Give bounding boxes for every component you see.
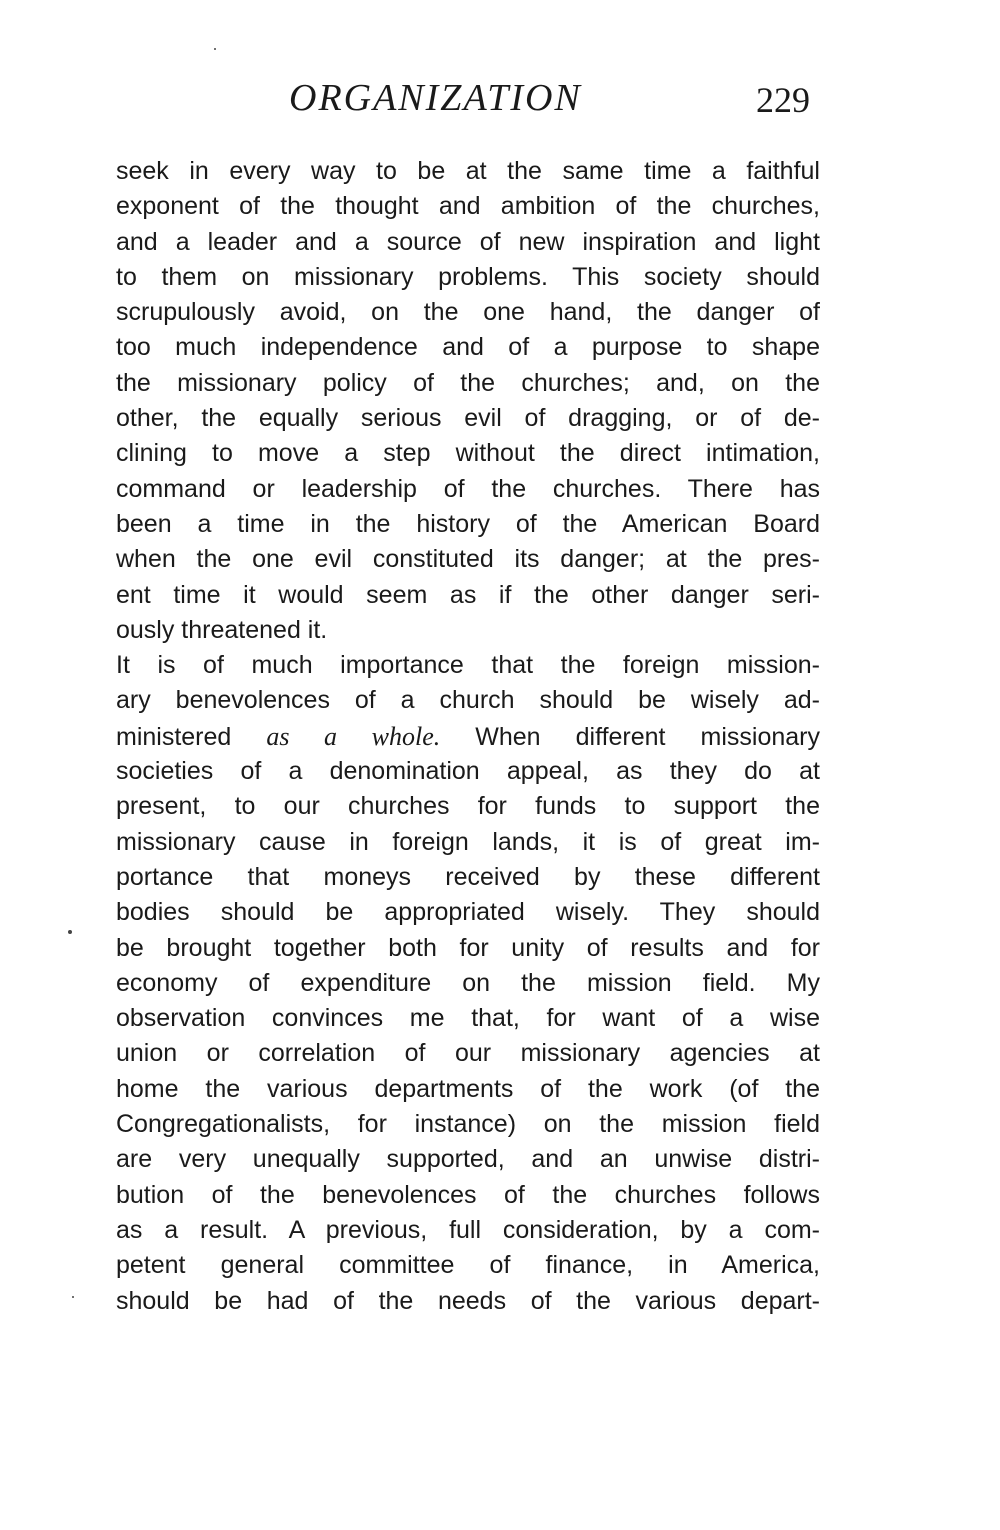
running-head <box>0 74 1000 124</box>
text-line: be brought together both for unity of results and for <box>116 933 820 962</box>
text-line: petent general committee of finance, in America, <box>116 1251 820 1280</box>
text-line <box>116 719 820 754</box>
text-line: are very unequally supported, and an unwise distri- <box>116 1145 820 1174</box>
text-line: missionary cause in foreign lands, it is of great im- <box>116 827 820 856</box>
text-line: clining to move a step without the direct intimation, <box>116 439 820 468</box>
text-line: other, the equally serious evil of dragging, or of de- <box>116 404 820 433</box>
text-segment: ministered <box>116 722 267 751</box>
text-line: command or leadership of the churches. There has <box>116 474 820 503</box>
scan-speck <box>68 930 72 934</box>
text-line: seek in every way to be at the same time a faithful <box>116 157 820 185</box>
text-line: present, to our churches for funds to support the <box>116 792 820 821</box>
body-text <box>116 154 820 1319</box>
running-head-title: ORGANIZATION <box>289 77 582 119</box>
text-line: It is of much importance that the foreign mission- <box>116 651 820 680</box>
text-line: ent time it would seem as if the other danger seri- <box>116 580 820 609</box>
text-line: Congregationalists, for instance) on the mission field <box>116 1110 820 1139</box>
text-line: when the one evil constituted its danger; at the pres- <box>116 545 820 574</box>
scan-speck <box>214 48 216 50</box>
text-line: economy of expenditure on the mission field. My <box>116 968 820 997</box>
text-line: scrupulously avoid, on the one hand, the danger of <box>116 298 820 327</box>
text-line: ary benevolences of a church should be wisely ad- <box>116 686 820 715</box>
scan-speck <box>72 1296 74 1298</box>
text-line: home the various departments of the work (of the <box>116 1074 820 1103</box>
text-line: union or correlation of our missionary agencies at <box>116 1039 820 1068</box>
text-line: societies of a denomination appeal, as they do at <box>116 757 820 786</box>
text-line: ously threatened it. <box>116 615 328 644</box>
text-line: and a leader and a source of new inspiration and light <box>116 227 820 256</box>
text-line: bution of the benevolences of the churches follows <box>116 1180 820 1209</box>
text-line: as a result. A previous, full consideration, by a com- <box>116 1215 820 1244</box>
emphasis-text: as a whole. <box>266 721 441 751</box>
text-line: observation convinces me that, for want of a wise <box>116 1004 820 1033</box>
text-line: to them on missionary problems. This society should <box>116 262 820 291</box>
text-line: been a time in the history of the American Board <box>116 509 820 538</box>
text-line: the missionary policy of the churches; and, on the <box>116 368 820 397</box>
text-line: bodies should be appropriated wisely. They should <box>116 898 820 927</box>
text-line: exponent of the thought and ambition of the churches, <box>116 192 820 221</box>
page-number: 229 <box>756 80 810 120</box>
text-segment: When different missionary <box>440 722 820 751</box>
text-line: too much independence and of a purpose to shape <box>116 333 820 362</box>
text-line: should be had of the needs of the various depart- <box>116 1286 820 1315</box>
text-line: portance that moneys received by these different <box>116 862 820 891</box>
